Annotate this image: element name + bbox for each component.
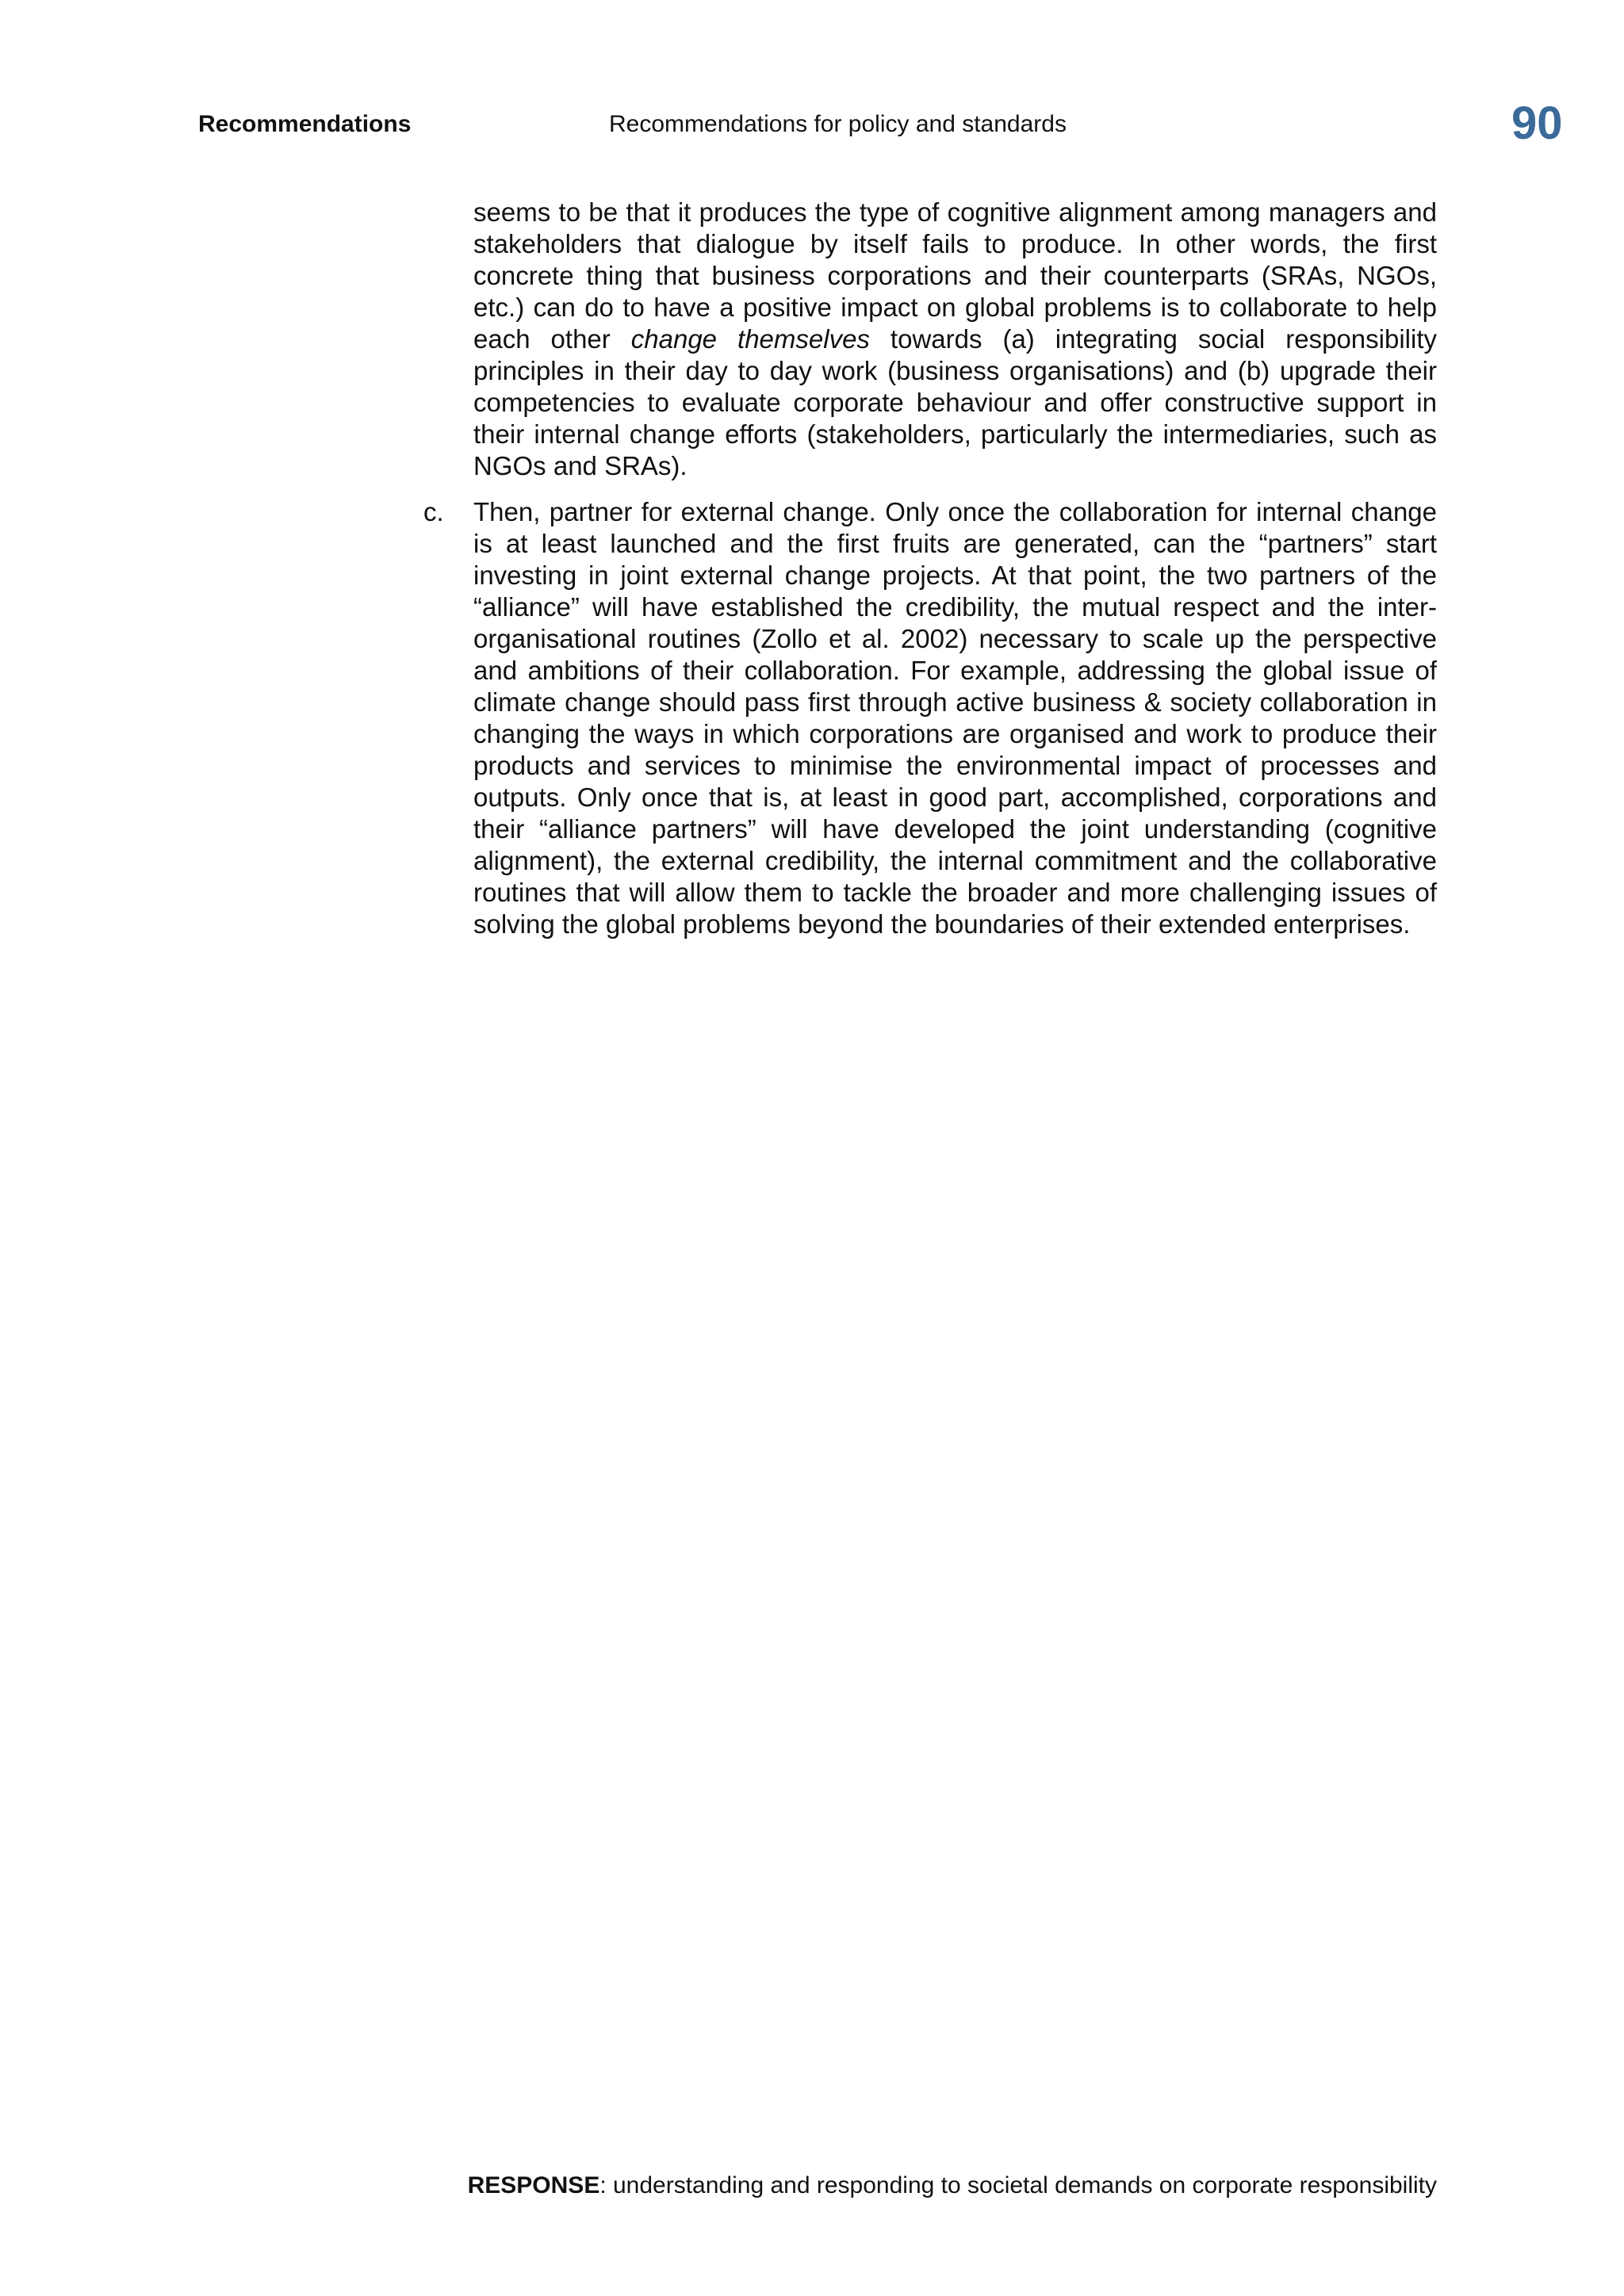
running-footer bbox=[468, 2172, 1437, 2199]
running-header-chapter: Recommendations for policy and standards bbox=[609, 111, 1067, 137]
list-item-text: Then, partner for external change. Only once the collaboration for internal change is at least launched and the first fruits are generated, can the “partners” start investing in joint external change projects. At that point, the two partners of the “alliance” will have established the credibility, the mutual respect and the inter-organisational routines (Zollo et al. 2002) necessary to scale up the perspective and ambitions of their collaboration. For example, addressing the global issue of climate change should pass first through active business & society collaboration in changing the ways in which corporations are organised and work to produce their products and services to minimise the environmental impact of processes and outputs. Only once that is, at least in good part, accomplished, corporations and their “alliance partners” will have developed the joint understanding (cognitive alignment), the external credibility, the internal commitment and the collaborative routines that will allow them to tackle the broader and more challenging issues of solving the global problems beyond the boundaries of their extended enterprises. bbox=[473, 497, 1437, 939]
running-header-section: Recommendations bbox=[198, 111, 412, 137]
footer-subtitle: : understanding and responding to societal demands on corporate responsibility bbox=[599, 2172, 1437, 2198]
paragraph-text: seems to be that it produces the type of cognitive alignment among managers and stakeholders that dialogue by itself fails to produce. In other words, the first concrete thing that business corporations and their counterparts (SRAs, NGOs, etc.) can do to have a positive impact on global problems is to collaborate to help each other bbox=[473, 197, 1437, 354]
emphasized-text: change themselves bbox=[630, 324, 870, 354]
page-number: 90 bbox=[1511, 98, 1563, 149]
paragraph-text: towards (a) integrating social responsibility principles in their day to day work (business organisations) and (b) upgrade their competencies to evaluate corporate behaviour and offer constructive support in their internal change efforts (stakeholders, particularly the intermediaries, such as NGOs and SRAs). bbox=[473, 324, 1437, 480]
body-text bbox=[423, 197, 1437, 940]
list-item-c bbox=[423, 496, 1437, 940]
footer-title: RESPONSE bbox=[467, 2172, 600, 2198]
continued-paragraph bbox=[473, 197, 1437, 482]
list-item-marker: c. bbox=[423, 497, 444, 526]
